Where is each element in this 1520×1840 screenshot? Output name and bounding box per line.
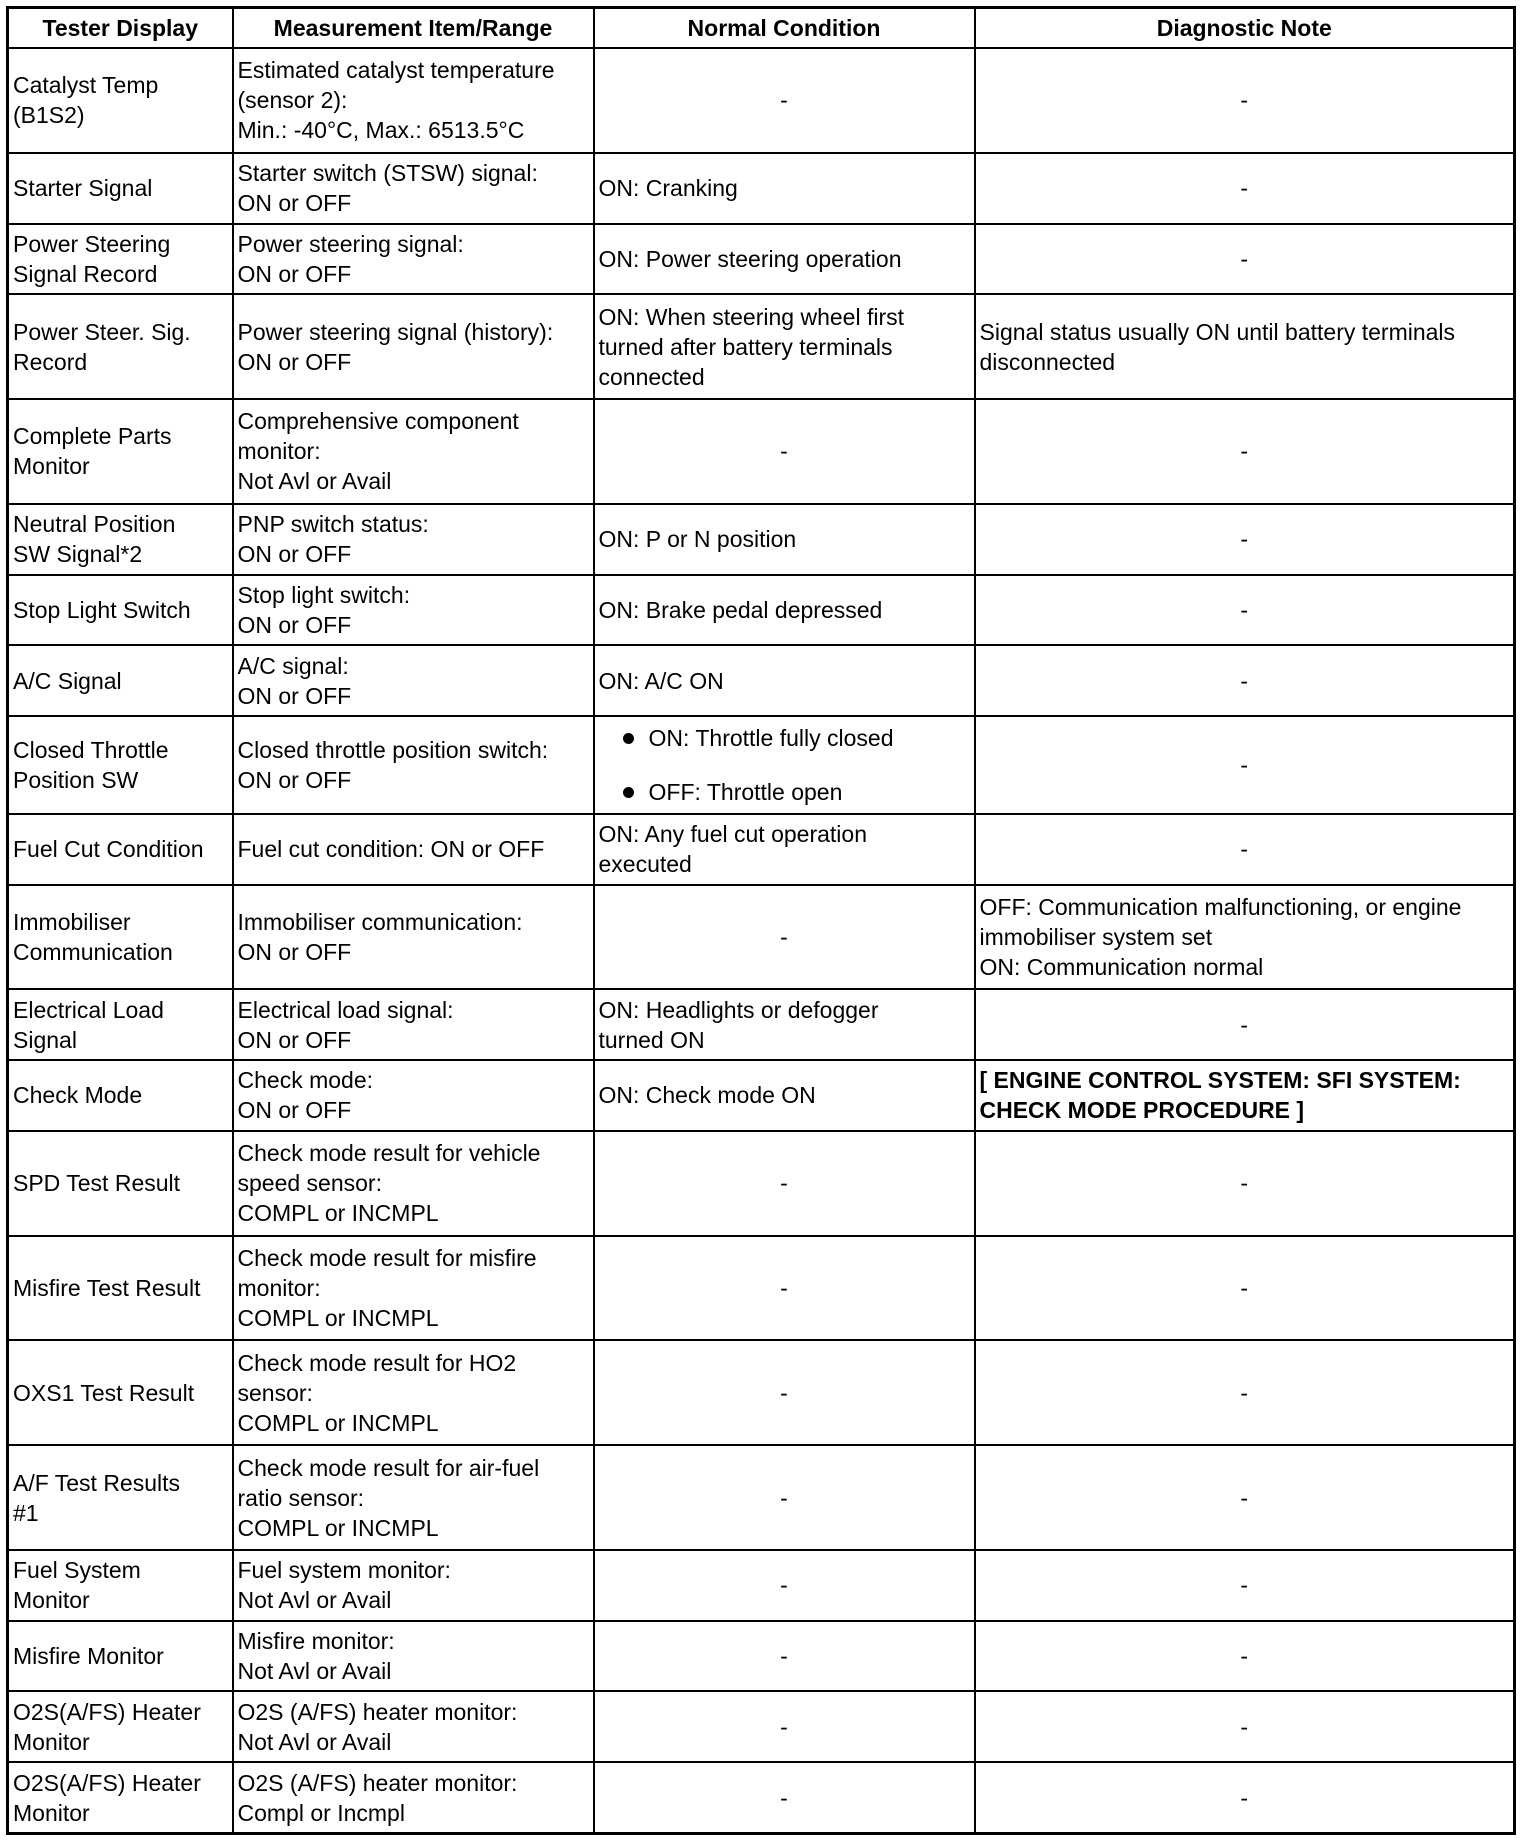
table-row <box>8 153 1515 224</box>
tester-display-cell <box>8 645 233 716</box>
normal-condition-cell <box>594 294 975 399</box>
diagnostic-note-cell <box>975 716 1515 814</box>
normal-condition-cell-line: ON: Brake pedal depressed <box>598 596 883 623</box>
measurement-item-cell <box>233 48 594 153</box>
tester-display-cell <box>8 224 233 295</box>
tester-display-cell-line: Check Mode <box>13 1082 143 1109</box>
measurement-item-cell-line: ON or OFF <box>237 682 352 709</box>
tester-display-cell <box>8 153 233 224</box>
tester-display-cell <box>8 1060 233 1131</box>
diagnostic-note-cell <box>975 814 1515 885</box>
measurement-item-cell-line: ON or OFF <box>237 1097 352 1124</box>
tester-display-cell-line: O2S(A/FS) Heater <box>13 1769 201 1796</box>
normal-condition-cell-line: ON: Cranking <box>598 175 738 202</box>
measurement-item-cell-line: sensor: <box>237 1379 313 1406</box>
diagnostic-note-cell-line: - <box>1240 1484 1249 1511</box>
diagnostic-note-cell-line: - <box>1240 438 1249 465</box>
diagnostic-note-cell <box>975 1340 1515 1445</box>
normal-condition-cell <box>594 399 975 504</box>
table-row <box>8 294 1515 399</box>
table-row <box>8 814 1515 885</box>
diagnostic-note-cell <box>975 224 1515 295</box>
table-row <box>8 1131 1515 1236</box>
measurement-item-cell-line: Misfire monitor: <box>237 1628 395 1655</box>
normal-condition-cell-line: - <box>780 1713 788 1740</box>
tester-display-cell-line: SW Signal*2 <box>13 541 143 568</box>
diagnostic-note-cell <box>975 1691 1515 1762</box>
header-normal-condition: Normal Condition <box>594 8 975 49</box>
tester-display-cell <box>8 989 233 1060</box>
diagnostic-note-cell-line: - <box>1240 1572 1249 1599</box>
normal-condition-cell <box>594 504 975 575</box>
measurement-item-cell <box>233 1340 594 1445</box>
normal-condition-cell <box>594 814 975 885</box>
tester-display-cell-line: SPD Test Result <box>13 1170 181 1197</box>
diagnostic-note-cell <box>975 504 1515 575</box>
diagnostic-note-cell <box>975 1131 1515 1236</box>
table-row <box>8 1445 1515 1550</box>
tester-display-cell-line: Fuel System <box>13 1557 141 1584</box>
table-row <box>8 48 1515 153</box>
normal-condition-cell-line: - <box>780 1784 788 1811</box>
header-measurement-item: Measurement Item/Range <box>233 8 594 49</box>
table-row <box>8 1762 1515 1833</box>
normal-condition-cell-line: turned ON <box>598 1026 705 1053</box>
measurement-item-cell-line: Min.: -40°C, Max.: 6513.5°C <box>237 117 525 144</box>
tester-display-cell-line: Record <box>13 348 88 375</box>
diagnostic-note-cell <box>975 1621 1515 1692</box>
measurement-item-cell-line: Closed throttle position switch: <box>237 736 549 763</box>
measurement-item-cell-line: Check mode result for HO2 <box>237 1349 517 1376</box>
normal-condition-cell <box>594 153 975 224</box>
normal-condition-cell <box>594 885 975 990</box>
table-row <box>8 716 1515 814</box>
tester-display-cell-line: Starter Signal <box>13 175 153 202</box>
diagnostic-note-cell-line: disconnected <box>979 348 1116 375</box>
table-row <box>8 1060 1515 1131</box>
measurement-item-cell <box>233 153 594 224</box>
normal-condition-cell <box>594 1340 975 1445</box>
table-row <box>8 575 1515 646</box>
normal-condition-cell <box>594 48 975 153</box>
normal-condition-cell-line: - <box>780 87 788 114</box>
measurement-item-cell <box>233 399 594 504</box>
measurement-item-cell <box>233 294 594 399</box>
tester-display-cell-line: O2S(A/FS) Heater <box>13 1698 201 1725</box>
tester-display-cell-line: Misfire Monitor <box>13 1643 164 1670</box>
measurement-item-cell-line: ratio sensor: <box>237 1484 365 1511</box>
normal-condition-cell <box>594 1762 975 1833</box>
tester-display-cell-line: Monitor <box>13 453 90 480</box>
tester-display-cell <box>8 399 233 504</box>
diagnostic-note-cell-line: - <box>1240 1170 1249 1197</box>
normal-condition-cell <box>594 224 975 295</box>
diagnostic-note-cell-line: - <box>1240 175 1249 202</box>
tester-display-cell <box>8 814 233 885</box>
measurement-item-cell-line: Check mode: <box>237 1067 374 1094</box>
measurement-item-cell-line: Not Avl or Avail <box>237 1658 392 1685</box>
header-diagnostic-note: Diagnostic Note <box>975 8 1515 49</box>
table-row <box>8 1691 1515 1762</box>
diagnostic-note-cell-line: OFF: Communication malfunctioning, or engine <box>979 893 1462 920</box>
normal-condition-cell-line: ON: Any fuel cut operation <box>598 821 867 848</box>
tester-display-cell-line: Power Steer. Sig. <box>13 318 191 345</box>
tester-display-cell-line: Power Steering <box>13 230 171 257</box>
diagnostic-note-cell-line: Signal status usually ON until battery terminals <box>979 318 1456 345</box>
diagnostic-note-cell-line: - <box>1240 1784 1249 1811</box>
measurement-item-cell-line: Check mode result for air-fuel <box>237 1454 540 1481</box>
diagnostic-note-link <box>975 1060 1515 1131</box>
measurement-item-cell-line: Not Avl or Avail <box>237 1728 392 1755</box>
tester-display-cell-line: Monitor <box>13 1799 90 1826</box>
diagnostic-note-cell <box>975 1445 1515 1550</box>
tester-display-cell-line: Monitor <box>13 1587 90 1614</box>
tester-display-cell-line: Electrical Load <box>13 996 164 1023</box>
diagnostic-note-cell <box>975 153 1515 224</box>
measurement-item-cell-line: Check mode result for misfire <box>237 1244 537 1271</box>
measurement-item-cell-line: ON or OFF <box>237 190 352 217</box>
measurement-item-cell <box>233 575 594 646</box>
diagnostic-note-cell-line: - <box>1240 526 1249 553</box>
measurement-item-cell <box>233 989 594 1060</box>
normal-condition-cell-line: ON: Headlights or defogger <box>598 996 879 1023</box>
normal-condition-cell-line: - <box>780 1379 788 1406</box>
table-row <box>8 1621 1515 1692</box>
measurement-item-cell <box>233 814 594 885</box>
tester-display-cell-line: Fuel Cut Condition <box>13 836 204 863</box>
measurement-item-cell-line: O2S (A/FS) heater monitor: <box>237 1698 518 1725</box>
measurement-item-cell <box>233 1060 594 1131</box>
measurement-item-cell-line: Power steering signal (history): <box>237 318 554 345</box>
tester-display-cell-line: (B1S2) <box>13 102 85 129</box>
normal-condition-cell-line: turned after battery terminals <box>598 333 893 360</box>
normal-condition-cell-line: ON: A/C ON <box>598 667 724 694</box>
tester-display-cell-line: A/C Signal <box>13 667 122 694</box>
normal-condition-cell-line: - <box>780 1274 788 1301</box>
diagnostic-note-cell <box>975 1762 1515 1833</box>
bullet-item: ON: Throttle fully closed <box>599 723 970 753</box>
measurement-item-cell-line: A/C signal: <box>237 652 349 679</box>
tester-display-cell-line: A/F Test Results <box>13 1469 181 1496</box>
measurement-item-cell <box>233 1691 594 1762</box>
table-row <box>8 885 1515 990</box>
normal-condition-cell-line: connected <box>598 363 705 390</box>
tester-display-cell-line: Complete Parts <box>13 423 172 450</box>
normal-condition-cell <box>594 1445 975 1550</box>
diagnostic-note-cell <box>975 48 1515 153</box>
measurement-item-cell <box>233 1762 594 1833</box>
diagnostic-note-cell-line: - <box>1240 751 1249 778</box>
diagnostic-note-cell-line: - <box>1240 667 1249 694</box>
table-row <box>8 504 1515 575</box>
diagnostic-note-cell-line: - <box>1240 87 1249 114</box>
table-row <box>8 1550 1515 1621</box>
diagnostic-note-link-line: [ ENGINE CONTROL SYSTEM: SFI SYSTEM: <box>979 1067 1461 1094</box>
measurement-item-cell-line: Fuel cut condition: ON or OFF <box>237 836 545 863</box>
measurement-item-cell <box>233 224 594 295</box>
measurement-item-cell <box>233 1550 594 1621</box>
normal-condition-cell-line: - <box>780 923 788 950</box>
table-row <box>8 224 1515 295</box>
diagnostic-note-link-line: CHECK MODE PROCEDURE ] <box>979 1097 1305 1124</box>
tester-display-cell-line: Stop Light Switch <box>13 596 191 623</box>
measurement-item-cell-line: Electrical load signal: <box>237 996 454 1023</box>
tester-display-cell <box>8 504 233 575</box>
measurement-item-cell-line: COMPL or INCMPL <box>237 1304 439 1331</box>
tester-display-cell-line: Misfire Test Result <box>13 1274 201 1301</box>
diagnostic-note-cell-line: - <box>1240 1011 1249 1038</box>
normal-condition-bullet-list <box>599 723 970 807</box>
normal-condition-cell <box>594 989 975 1060</box>
measurement-item-cell-line: monitor: <box>237 438 321 465</box>
measurement-item-cell <box>233 885 594 990</box>
measurement-item-cell-line: ON or OFF <box>237 260 352 287</box>
normal-condition-cell <box>594 716 975 814</box>
measurement-item-cell-line: monitor: <box>237 1274 321 1301</box>
diagnostic-note-cell-line: - <box>1240 1713 1249 1740</box>
measurement-item-cell-line: COMPL or INCMPL <box>237 1409 439 1436</box>
normal-condition-cell-line: - <box>780 1170 788 1197</box>
measurement-item-cell-line: Starter switch (STSW) signal: <box>237 160 538 187</box>
diagnostic-note-cell-line: ON: Communication normal <box>979 953 1264 980</box>
measurement-item-cell-line: ON or OFF <box>237 766 352 793</box>
normal-condition-cell-line: - <box>780 1643 788 1670</box>
measurement-item-cell-line: COMPL or INCMPL <box>237 1200 439 1227</box>
data-list-table <box>6 6 1516 1835</box>
measurement-item-cell-line: Compl or Incmpl <box>237 1799 405 1826</box>
normal-condition-cell-line: executed <box>598 851 692 878</box>
measurement-item-cell-line: Check mode result for vehicle <box>237 1140 541 1167</box>
measurement-item-cell-line: ON or OFF <box>237 541 352 568</box>
table-body <box>8 48 1515 1834</box>
tester-display-cell <box>8 1340 233 1445</box>
measurement-item-cell-line: Fuel system monitor: <box>237 1557 451 1584</box>
normal-condition-cell <box>594 575 975 646</box>
tester-display-cell-line: OXS1 Test Result <box>13 1379 195 1406</box>
measurement-item-cell-line: ON or OFF <box>237 348 352 375</box>
tester-display-cell <box>8 1621 233 1692</box>
measurement-item-cell-line: Stop light switch: <box>237 581 411 608</box>
measurement-item-cell-line: Immobiliser communication: <box>237 908 523 935</box>
diagnostic-note-cell-line: - <box>1240 836 1249 863</box>
diagnostic-note-cell <box>975 885 1515 990</box>
measurement-item-cell-line: (sensor 2): <box>237 87 348 114</box>
tester-display-cell-line: Communication <box>13 938 173 965</box>
measurement-item-cell <box>233 504 594 575</box>
measurement-item-cell <box>233 1236 594 1341</box>
tester-display-cell-line: Position SW <box>13 766 139 793</box>
tester-display-cell-line: Monitor <box>13 1728 90 1755</box>
tester-display-cell <box>8 1445 233 1550</box>
diagnostic-note-cell-line: immobiliser system set <box>979 923 1213 950</box>
normal-condition-cell-line: - <box>780 438 788 465</box>
normal-condition-cell <box>594 1236 975 1341</box>
measurement-item-cell-line: Comprehensive component <box>237 408 519 435</box>
tester-display-cell <box>8 48 233 153</box>
measurement-item-cell-line: Not Avl or Avail <box>237 468 392 495</box>
diagnostic-note-cell <box>975 989 1515 1060</box>
measurement-item-cell <box>233 1131 594 1236</box>
measurement-item-cell <box>233 1445 594 1550</box>
measurement-item-cell-line: Not Avl or Avail <box>237 1587 392 1614</box>
diagnostic-note-cell-line: - <box>1240 1643 1249 1670</box>
normal-condition-cell-line: - <box>780 1484 788 1511</box>
diagnostic-note-cell-line: - <box>1240 1379 1249 1406</box>
tester-display-cell <box>8 885 233 990</box>
tester-display-cell-line: Catalyst Temp <box>13 72 159 99</box>
normal-condition-cell <box>594 1060 975 1131</box>
tester-display-cell-line: Immobiliser <box>13 908 131 935</box>
diagnostic-note-cell-line: - <box>1240 596 1249 623</box>
tester-display-cell-line: #1 <box>13 1499 39 1526</box>
measurement-item-cell <box>233 645 594 716</box>
measurement-item-cell-line: O2S (A/FS) heater monitor: <box>237 1769 518 1796</box>
table-row <box>8 399 1515 504</box>
normal-condition-cell <box>594 1550 975 1621</box>
measurement-item-cell-line: ON or OFF <box>237 938 352 965</box>
tester-display-cell-line: Neutral Position <box>13 511 176 538</box>
measurement-item-cell <box>233 1621 594 1692</box>
tester-display-cell <box>8 1236 233 1341</box>
normal-condition-cell-line: ON: Check mode ON <box>598 1082 816 1109</box>
measurement-item-cell-line: PNP switch status: <box>237 511 429 538</box>
diagnostic-note-cell-line: - <box>1240 245 1249 272</box>
tester-display-cell <box>8 1550 233 1621</box>
normal-condition-cell <box>594 1621 975 1692</box>
measurement-item-cell-line: Estimated catalyst temperature <box>237 57 555 84</box>
normal-condition-cell-line: ON: When steering wheel first <box>598 303 905 330</box>
normal-condition-cell <box>594 1691 975 1762</box>
diagnostic-note-cell-line: - <box>1240 1274 1249 1301</box>
table-row <box>8 1236 1515 1341</box>
tester-display-cell <box>8 1691 233 1762</box>
tester-display-cell <box>8 1762 233 1833</box>
normal-condition-cell-line: ON: P or N position <box>598 526 797 553</box>
tester-display-cell <box>8 294 233 399</box>
diagnostic-note-cell <box>975 645 1515 716</box>
diagnostic-note-cell <box>975 399 1515 504</box>
measurement-item-cell <box>233 716 594 814</box>
normal-condition-cell-line: - <box>780 1572 788 1599</box>
diagnostic-note-cell <box>975 1236 1515 1341</box>
normal-condition-cell <box>594 1131 975 1236</box>
header-tester-display: Tester Display <box>8 8 233 49</box>
table-row <box>8 989 1515 1060</box>
diagnostic-note-cell <box>975 1550 1515 1621</box>
measurement-item-cell-line: speed sensor: <box>237 1170 382 1197</box>
table-row <box>8 1340 1515 1445</box>
header-row <box>8 8 1515 49</box>
measurement-item-cell-line: ON or OFF <box>237 1026 352 1053</box>
measurement-item-cell-line: ON or OFF <box>237 611 352 638</box>
normal-condition-cell <box>594 645 975 716</box>
tester-display-cell <box>8 575 233 646</box>
diagnostic-note-cell <box>975 294 1515 399</box>
tester-display-cell <box>8 716 233 814</box>
diagnostic-note-cell <box>975 575 1515 646</box>
tester-display-cell-line: Signal <box>13 1026 77 1053</box>
tester-display-cell <box>8 1131 233 1236</box>
measurement-item-cell-line: Power steering signal: <box>237 230 464 257</box>
normal-condition-cell-line: ON: Power steering operation <box>598 245 902 272</box>
measurement-item-cell-line: COMPL or INCMPL <box>237 1514 439 1541</box>
table-row <box>8 645 1515 716</box>
tester-display-cell-line: Signal Record <box>13 260 158 287</box>
bullet-item: OFF: Throttle open <box>599 777 970 807</box>
tester-display-cell-line: Closed Throttle <box>13 736 169 763</box>
